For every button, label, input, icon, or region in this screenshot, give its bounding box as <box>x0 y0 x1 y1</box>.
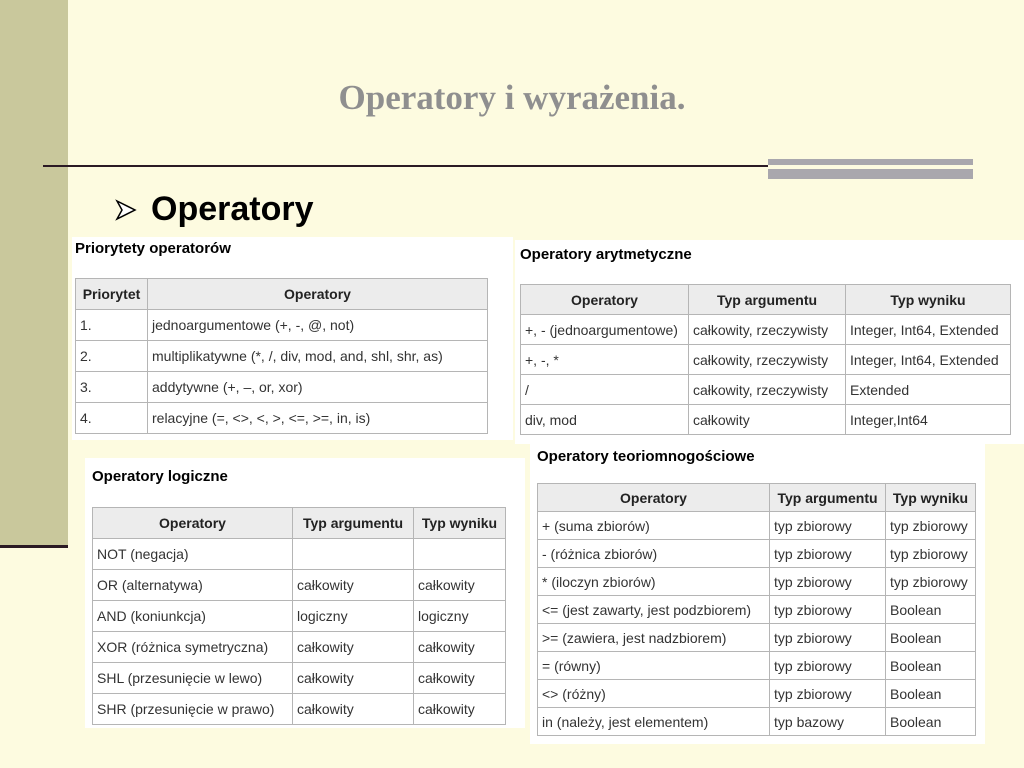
table-cell: logiczny <box>293 601 414 632</box>
table-cell: jednoargumentowe (+, -, @, not) <box>148 310 488 341</box>
table-row <box>538 596 976 624</box>
table-row <box>538 540 976 568</box>
table-row <box>93 539 506 570</box>
table-cell: + (suma zbiorów) <box>538 512 770 540</box>
table-row <box>538 680 976 708</box>
logical-table <box>92 507 506 725</box>
table-cell: całkowity <box>414 663 506 694</box>
table-cell: * (iloczyn zbiorów) <box>538 568 770 596</box>
table-cell: typ zbiorowy <box>886 568 976 596</box>
table-row <box>93 570 506 601</box>
table-cell: - (różnica zbiorów) <box>538 540 770 568</box>
table-cell: 2. <box>76 341 148 372</box>
arrow-bullet-icon <box>115 199 137 221</box>
table-cell: div, mod <box>521 405 689 435</box>
table-cell: typ bazowy <box>770 708 886 736</box>
table-cell: OR (alternatywa) <box>93 570 293 601</box>
accent-bar <box>768 159 973 179</box>
logical-heading: Operatory logiczne <box>92 468 228 485</box>
column-header: Typ wyniku <box>846 285 1011 315</box>
table-row <box>93 632 506 663</box>
priority-panel <box>72 237 513 440</box>
arithmetic-heading: Operatory arytmetyczne <box>520 246 692 263</box>
table-cell: +, - (jednoargumentowe) <box>521 315 689 345</box>
table-cell: 4. <box>76 403 148 434</box>
table-cell: XOR (różnica symetryczna) <box>93 632 293 663</box>
table-cell: typ zbiorowy <box>886 540 976 568</box>
table-cell: całkowity <box>293 694 414 725</box>
table-cell: Boolean <box>886 596 976 624</box>
table-row <box>538 624 976 652</box>
table-row <box>538 512 976 540</box>
table-cell: SHR (przesunięcie w prawo) <box>93 694 293 725</box>
table-header-row <box>93 508 506 539</box>
table-row <box>521 315 1011 345</box>
table-cell: całkowity <box>293 663 414 694</box>
table-cell: / <box>521 375 689 405</box>
table-cell: Boolean <box>886 624 976 652</box>
arithmetic-table <box>520 284 1011 435</box>
table-cell: NOT (negacja) <box>93 539 293 570</box>
arithmetic-panel <box>515 240 1024 444</box>
table-cell: SHL (przesunięcie w lewo) <box>93 663 293 694</box>
table-cell: typ zbiorowy <box>886 512 976 540</box>
priority-table <box>75 278 488 434</box>
column-header: Typ wyniku <box>414 508 506 539</box>
column-header: Operatory <box>93 508 293 539</box>
table-header-row <box>521 285 1011 315</box>
table-cell: całkowity <box>293 570 414 601</box>
table-row <box>76 372 488 403</box>
set-operators-table <box>537 483 976 736</box>
table-cell: całkowity <box>414 632 506 663</box>
table-row <box>521 405 1011 435</box>
slide-title: Operatory i wyrażenia. <box>338 78 686 117</box>
table-cell: Boolean <box>886 708 976 736</box>
table-cell: >= (zawiera, jest nadzbiorem) <box>538 624 770 652</box>
table-row <box>538 652 976 680</box>
table-cell <box>293 539 414 570</box>
table-cell: AND (koniunkcja) <box>93 601 293 632</box>
table-header-row <box>538 484 976 512</box>
table-cell: logiczny <box>414 601 506 632</box>
table-cell: całkowity <box>414 570 506 601</box>
column-header: Operatory <box>521 285 689 315</box>
column-header: Typ argumentu <box>689 285 846 315</box>
table-cell: Integer, Int64, Extended <box>846 345 1011 375</box>
table-cell: +, -, * <box>521 345 689 375</box>
table-cell: typ zbiorowy <box>770 540 886 568</box>
table-cell: Integer, Int64, Extended <box>846 315 1011 345</box>
table-cell: Extended <box>846 375 1011 405</box>
table-row <box>538 708 976 736</box>
table-cell: typ zbiorowy <box>770 680 886 708</box>
bullet-point <box>115 190 314 229</box>
table-cell: <> (różny) <box>538 680 770 708</box>
table-cell: całkowity <box>293 632 414 663</box>
table-cell: addytywne (+, –, or, xor) <box>148 372 488 403</box>
priority-heading: Priorytety operatorów <box>75 240 231 257</box>
table-cell: = (równy) <box>538 652 770 680</box>
table-row <box>93 694 506 725</box>
left-band-divider <box>0 545 68 548</box>
table-cell: całkowity, rzeczywisty <box>689 345 846 375</box>
table-cell: typ zbiorowy <box>770 512 886 540</box>
table-header-row <box>76 279 488 310</box>
set-operators-panel <box>530 444 985 744</box>
table-cell: całkowity, rzeczywisty <box>689 375 846 405</box>
table-row <box>76 341 488 372</box>
table-cell: typ zbiorowy <box>770 624 886 652</box>
table-cell: Integer,Int64 <box>846 405 1011 435</box>
table-cell: <= (jest zawarty, jest podzbiorem) <box>538 596 770 624</box>
table-cell: całkowity <box>414 694 506 725</box>
table-cell: relacyjne (=, <>, <, >, <=, >=, in, is) <box>148 403 488 434</box>
table-cell: typ zbiorowy <box>770 596 886 624</box>
table-row <box>521 375 1011 405</box>
table-cell: całkowity <box>689 405 846 435</box>
set-operators-heading: Operatory teoriomnogościowe <box>537 448 755 465</box>
column-header: Priorytet <box>76 279 148 310</box>
table-cell: Boolean <box>886 652 976 680</box>
logical-panel <box>85 458 525 728</box>
table-cell: typ zbiorowy <box>770 568 886 596</box>
table-cell <box>414 539 506 570</box>
table-row <box>93 601 506 632</box>
table-cell: typ zbiorowy <box>770 652 886 680</box>
table-cell: multiplikatywne (*, /, div, mod, and, shl, shr, as) <box>148 341 488 372</box>
column-header: Operatory <box>148 279 488 310</box>
table-cell: 3. <box>76 372 148 403</box>
table-row <box>521 345 1011 375</box>
table-cell: Boolean <box>886 680 976 708</box>
table-cell: in (należy, jest elementem) <box>538 708 770 736</box>
table-row <box>93 663 506 694</box>
table-row <box>538 568 976 596</box>
table-cell: całkowity, rzeczywisty <box>689 315 846 345</box>
table-row <box>76 310 488 341</box>
table-row <box>76 403 488 434</box>
bullet-text: Operatory <box>151 190 314 228</box>
column-header: Typ argumentu <box>770 484 886 512</box>
column-header: Typ argumentu <box>293 508 414 539</box>
table-cell: 1. <box>76 310 148 341</box>
column-header: Operatory <box>538 484 770 512</box>
column-header: Typ wyniku <box>886 484 976 512</box>
